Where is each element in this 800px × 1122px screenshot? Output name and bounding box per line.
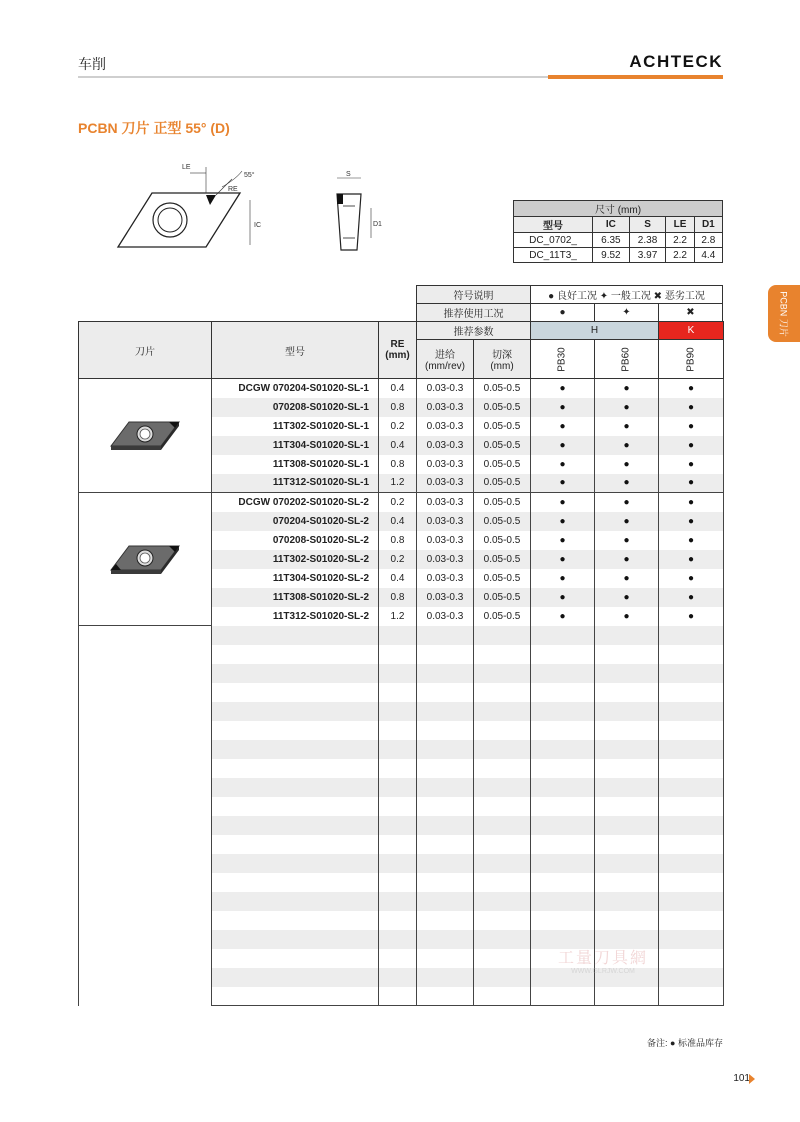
group-k: K: [659, 322, 724, 340]
grade-pb30: PB30: [557, 346, 568, 372]
feed-cell: 0.03-0.3: [417, 569, 474, 588]
good-condition-icon: ●: [531, 304, 595, 322]
pb60-mark: [595, 778, 659, 797]
model-cell: DCGW 070204-S01020-SL-1: [212, 379, 379, 398]
depth-cell: [474, 683, 531, 702]
re-cell: [379, 987, 417, 1006]
model-cell: [212, 740, 379, 759]
insert-image-sl1: [109, 416, 181, 452]
model-cell: [212, 987, 379, 1006]
re-cell: 0.2: [379, 493, 417, 512]
model-cell: [212, 721, 379, 740]
insert-image-cell: [79, 379, 212, 493]
re-cell: 0.2: [379, 417, 417, 436]
depth-cell: [474, 968, 531, 987]
grade-header: [531, 340, 595, 379]
col-re: RE (mm): [379, 322, 417, 379]
dim-cell: 3.97: [629, 248, 666, 263]
insert-image-sl2: [109, 540, 181, 576]
depth-cell: [474, 854, 531, 873]
depth-cell: [474, 930, 531, 949]
depth-cell: 0.05-0.5: [474, 512, 531, 531]
feed-cell: [417, 683, 474, 702]
feed-cell: [417, 835, 474, 854]
re-cell: [379, 626, 417, 645]
params-label: 推荐参数: [417, 322, 531, 340]
pb90-mark: [659, 854, 724, 873]
pb60-mark: [595, 835, 659, 854]
dimension-table: [513, 200, 723, 263]
depth-cell: [474, 835, 531, 854]
pb90-mark: ●: [659, 455, 724, 474]
dim-header: IC: [593, 217, 630, 233]
feed-cell: [417, 987, 474, 1006]
model-cell: DCGW 070202-S01020-SL-2: [212, 493, 379, 512]
model-cell: 11T312-S01020-SL-2: [212, 607, 379, 626]
pb30-mark: ●: [531, 455, 595, 474]
feed-cell: [417, 968, 474, 987]
pb90-mark: [659, 626, 724, 645]
model-cell: 11T302-S01020-SL-1: [212, 417, 379, 436]
dim-header: S: [629, 217, 666, 233]
depth-cell: [474, 892, 531, 911]
dim-cell: 6.35: [593, 233, 630, 248]
re-cell: 0.2: [379, 550, 417, 569]
pb30-mark: [531, 759, 595, 778]
pb30-mark: [531, 702, 595, 721]
re-cell: [379, 645, 417, 664]
pb30-mark: ●: [531, 379, 595, 398]
feed-cell: 0.03-0.3: [417, 493, 474, 512]
pb90-mark: ●: [659, 474, 724, 493]
pb90-mark: [659, 930, 724, 949]
pb60-mark: ●: [595, 455, 659, 474]
pb60-mark: ●: [595, 588, 659, 607]
depth-cell: [474, 702, 531, 721]
dimension-caption: 尺寸 (mm): [514, 201, 723, 217]
feed-cell: 0.03-0.3: [417, 512, 474, 531]
model-cell: 11T304-S01020-SL-1: [212, 436, 379, 455]
model-cell: [212, 645, 379, 664]
model-cell: [212, 759, 379, 778]
pb30-mark: ●: [531, 569, 595, 588]
feed-cell: [417, 740, 474, 759]
model-cell: 070208-S01020-SL-1: [212, 398, 379, 417]
feed-cell: 0.03-0.3: [417, 455, 474, 474]
depth-cell: 0.05-0.5: [474, 398, 531, 417]
pb30-mark: ●: [531, 531, 595, 550]
pb90-mark: ●: [659, 550, 724, 569]
depth-cell: [474, 816, 531, 835]
pb90-mark: [659, 873, 724, 892]
re-cell: [379, 740, 417, 759]
feed-cell: [417, 797, 474, 816]
side-tab[interactable]: [768, 285, 800, 342]
feed-cell: [417, 873, 474, 892]
pb90-mark: [659, 702, 724, 721]
side-tab-label: PCBN 刀片: [778, 290, 789, 337]
feed-cell: [417, 911, 474, 930]
pb60-mark: ●: [595, 379, 659, 398]
pb30-mark: [531, 797, 595, 816]
model-cell: [212, 778, 379, 797]
re-cell: 0.4: [379, 569, 417, 588]
model-cell: [212, 797, 379, 816]
pb90-mark: ●: [659, 569, 724, 588]
depth-cell: 0.05-0.5: [474, 379, 531, 398]
page-title: PCBN 刀片 正型 55° (D): [78, 120, 230, 136]
pb30-mark: [531, 740, 595, 759]
pb90-mark: ●: [659, 379, 724, 398]
model-cell: [212, 968, 379, 987]
model-cell: [212, 626, 379, 645]
pb90-mark: ●: [659, 512, 724, 531]
pb30-mark: [531, 816, 595, 835]
model-cell: 11T304-S01020-SL-2: [212, 569, 379, 588]
feed-cell: 0.03-0.3: [417, 474, 474, 493]
pb30-mark: ●: [531, 512, 595, 531]
re-cell: [379, 949, 417, 968]
pb90-mark: ●: [659, 398, 724, 417]
pb60-mark: ●: [595, 493, 659, 512]
watermark-url: WWW.GLRJW.COM: [571, 968, 635, 975]
model-cell: [212, 854, 379, 873]
pb30-mark: ●: [531, 474, 595, 493]
dim-cell: 9.52: [593, 248, 630, 263]
depth-cell: [474, 911, 531, 930]
pb60-mark: [595, 683, 659, 702]
dim-cell: 4.4: [694, 248, 722, 263]
ic-label: IC: [254, 222, 261, 229]
pb90-mark: ●: [659, 417, 724, 436]
recommend-label: 推荐使用工况: [417, 304, 531, 322]
re-cell: [379, 911, 417, 930]
re-cell: [379, 683, 417, 702]
pb90-mark: [659, 778, 724, 797]
pb30-mark: [531, 873, 595, 892]
pb90-mark: [659, 797, 724, 816]
re-cell: 0.8: [379, 398, 417, 417]
feed-cell: [417, 626, 474, 645]
angle-label: 55°: [244, 172, 255, 179]
pb30-mark: ●: [531, 417, 595, 436]
s-label: S: [346, 171, 351, 178]
pb60-mark: [595, 664, 659, 683]
col-model: 型号: [212, 322, 379, 379]
depth-cell: [474, 759, 531, 778]
pb90-mark: [659, 968, 724, 987]
pb60-mark: [595, 854, 659, 873]
pb30-mark: [531, 835, 595, 854]
pb30-mark: ●: [531, 607, 595, 626]
pb60-mark: [595, 797, 659, 816]
pb60-mark: ●: [595, 569, 659, 588]
pb90-mark: [659, 987, 724, 1006]
feed-cell: 0.03-0.3: [417, 379, 474, 398]
pb90-mark: ●: [659, 588, 724, 607]
re-cell: 0.4: [379, 512, 417, 531]
pb90-mark: [659, 949, 724, 968]
model-cell: 11T302-S01020-SL-2: [212, 550, 379, 569]
pb90-mark: [659, 759, 724, 778]
feed-cell: 0.03-0.3: [417, 550, 474, 569]
pb60-mark: [595, 759, 659, 778]
model-cell: 11T312-S01020-SL-1: [212, 474, 379, 493]
depth-cell: [474, 740, 531, 759]
bad-condition-icon: ✖: [659, 304, 723, 322]
model-cell: [212, 949, 379, 968]
grade-pb90: PB90: [685, 346, 697, 372]
re-cell: [379, 873, 417, 892]
pb90-mark: ●: [659, 493, 724, 512]
pb60-mark: [595, 721, 659, 740]
table-row: [79, 626, 724, 645]
re-cell: 1.2: [379, 474, 417, 493]
feed-cell: [417, 816, 474, 835]
pb90-mark: [659, 721, 724, 740]
dim-cell: 2.8: [694, 233, 722, 248]
pb30-mark: ●: [531, 588, 595, 607]
grade-header: [659, 340, 724, 379]
feed-cell: [417, 930, 474, 949]
re-cell: [379, 664, 417, 683]
pb90-mark: [659, 911, 724, 930]
model-cell: [212, 816, 379, 835]
re-cell: [379, 968, 417, 987]
pb60-mark: ●: [595, 417, 659, 436]
footnote: 备注: ● 标准品库存: [647, 1038, 723, 1048]
d1-label: D1: [373, 221, 382, 228]
re-cell: [379, 835, 417, 854]
pb60-mark: ●: [595, 531, 659, 550]
pb60-mark: ●: [595, 398, 659, 417]
feed-cell: 0.03-0.3: [417, 531, 474, 550]
watermark-text: 工量刀具網: [557, 950, 648, 967]
depth-cell: [474, 949, 531, 968]
pb30-mark: [531, 987, 595, 1006]
pb90-mark: [659, 835, 724, 854]
dim-header: LE: [666, 217, 694, 233]
re-cell: [379, 854, 417, 873]
model-cell: [212, 873, 379, 892]
pb30-mark: ●: [531, 436, 595, 455]
pb30-mark: [531, 683, 595, 702]
pb60-mark: ●: [595, 512, 659, 531]
pb30-mark: ●: [531, 493, 595, 512]
col-insert: 刀片: [79, 322, 212, 379]
depth-cell: 0.05-0.5: [474, 531, 531, 550]
model-cell: [212, 683, 379, 702]
group-h: H: [531, 322, 659, 340]
legend-table: [416, 285, 723, 322]
insert-image-cell: [79, 626, 212, 1006]
header-accent-bar: [548, 75, 723, 79]
pb60-mark: [595, 740, 659, 759]
depth-cell: 0.05-0.5: [474, 493, 531, 512]
pb60-mark: [595, 873, 659, 892]
dim-cell: 2.38: [629, 233, 666, 248]
re-cell: 0.4: [379, 379, 417, 398]
pb30-mark: [531, 892, 595, 911]
pb90-mark: ●: [659, 607, 724, 626]
re-cell: [379, 816, 417, 835]
model-cell: 11T308-S01020-SL-1: [212, 455, 379, 474]
feed-cell: 0.03-0.3: [417, 417, 474, 436]
depth-cell: [474, 873, 531, 892]
model-cell: [212, 911, 379, 930]
depth-cell: 0.05-0.5: [474, 588, 531, 607]
page-number: 101: [733, 1073, 750, 1084]
symbol-legend: ● 良好工况 ✦ 一般工况 ✖ 恶劣工况: [531, 286, 723, 304]
page-arrow-icon: [749, 1074, 755, 1084]
feed-cell: [417, 778, 474, 797]
depth-cell: [474, 797, 531, 816]
depth-cell: [474, 664, 531, 683]
pb60-mark: [595, 645, 659, 664]
pb90-mark: [659, 892, 724, 911]
watermark: [538, 945, 668, 975]
pb60-mark: [595, 892, 659, 911]
re-cell: [379, 930, 417, 949]
depth-cell: [474, 645, 531, 664]
model-cell: [212, 702, 379, 721]
pb60-mark: [595, 987, 659, 1006]
pb30-mark: [531, 664, 595, 683]
insert-side-view-drawing: [325, 168, 385, 258]
model-cell: 070204-S01020-SL-2: [212, 512, 379, 531]
re-cell: 0.4: [379, 436, 417, 455]
depth-cell: [474, 987, 531, 1006]
re-cell: 0.8: [379, 588, 417, 607]
feed-cell: [417, 702, 474, 721]
feed-cell: [417, 854, 474, 873]
section-title: 车削: [78, 56, 106, 72]
pb30-mark: [531, 854, 595, 873]
model-cell: 070208-S01020-SL-2: [212, 531, 379, 550]
feed-cell: [417, 949, 474, 968]
dim-cell: 2.2: [666, 233, 694, 248]
re-cell: [379, 778, 417, 797]
depth-cell: [474, 626, 531, 645]
grade-pb60: PB60: [621, 346, 632, 372]
dim-cell: DC_11T3_: [514, 248, 593, 263]
pb60-mark: [595, 626, 659, 645]
depth-cell: 0.05-0.5: [474, 569, 531, 588]
pb90-mark: [659, 816, 724, 835]
pb90-mark: [659, 740, 724, 759]
depth-cell: 0.05-0.5: [474, 436, 531, 455]
re-cell: [379, 759, 417, 778]
dim-header: D1: [694, 217, 722, 233]
table-row: [79, 493, 724, 512]
re-cell: 0.8: [379, 531, 417, 550]
pb30-mark: [531, 911, 595, 930]
feed-cell: 0.03-0.3: [417, 398, 474, 417]
normal-condition-icon: ✦: [595, 304, 659, 322]
brand-logo: ACHTECK: [629, 52, 723, 71]
re-cell: [379, 702, 417, 721]
grade-header: [595, 340, 659, 379]
feed-cell: [417, 664, 474, 683]
dim-cell: DC_0702_: [514, 233, 593, 248]
dim-header: 型号: [514, 217, 593, 233]
feed-cell: [417, 721, 474, 740]
depth-cell: 0.05-0.5: [474, 550, 531, 569]
feed-cell: 0.03-0.3: [417, 436, 474, 455]
re-cell: [379, 721, 417, 740]
depth-cell: [474, 721, 531, 740]
model-cell: [212, 664, 379, 683]
col-depth: 切深 (mm): [474, 340, 531, 379]
le-label: LE: [182, 164, 191, 171]
model-cell: [212, 835, 379, 854]
pb90-mark: ●: [659, 436, 724, 455]
insert-image-cell: [79, 493, 212, 626]
model-cell: [212, 892, 379, 911]
depth-cell: 0.05-0.5: [474, 474, 531, 493]
product-table: [78, 321, 724, 1006]
dim-cell: 2.2: [666, 248, 694, 263]
depth-cell: 0.05-0.5: [474, 607, 531, 626]
pb90-mark: [659, 645, 724, 664]
feed-cell: 0.03-0.3: [417, 588, 474, 607]
feed-cell: [417, 759, 474, 778]
feed-cell: [417, 645, 474, 664]
model-cell: [212, 930, 379, 949]
re-cell: [379, 892, 417, 911]
pb60-mark: ●: [595, 474, 659, 493]
pb60-mark: ●: [595, 550, 659, 569]
re-label: RE: [228, 186, 238, 193]
feed-cell: 0.03-0.3: [417, 607, 474, 626]
depth-cell: 0.05-0.5: [474, 455, 531, 474]
table-row: [79, 379, 724, 398]
col-feed: 进给 (mm/rev): [417, 340, 474, 379]
pb30-mark: [531, 645, 595, 664]
pb30-mark: [531, 721, 595, 740]
pb60-mark: [595, 816, 659, 835]
pb60-mark: ●: [595, 436, 659, 455]
re-cell: 0.8: [379, 455, 417, 474]
model-cell: 11T308-S01020-SL-2: [212, 588, 379, 607]
re-cell: 1.2: [379, 607, 417, 626]
pb30-mark: [531, 626, 595, 645]
symbol-label: 符号说明: [417, 286, 531, 304]
insert-top-view-drawing: [110, 155, 270, 255]
pb30-mark: ●: [531, 398, 595, 417]
pb60-mark: [595, 702, 659, 721]
depth-cell: [474, 778, 531, 797]
pb60-mark: [595, 911, 659, 930]
pb30-mark: [531, 778, 595, 797]
pb60-mark: ●: [595, 607, 659, 626]
pb30-mark: ●: [531, 550, 595, 569]
re-cell: [379, 797, 417, 816]
pb90-mark: [659, 664, 724, 683]
depth-cell: 0.05-0.5: [474, 417, 531, 436]
pb90-mark: [659, 683, 724, 702]
pb90-mark: ●: [659, 531, 724, 550]
feed-cell: [417, 892, 474, 911]
